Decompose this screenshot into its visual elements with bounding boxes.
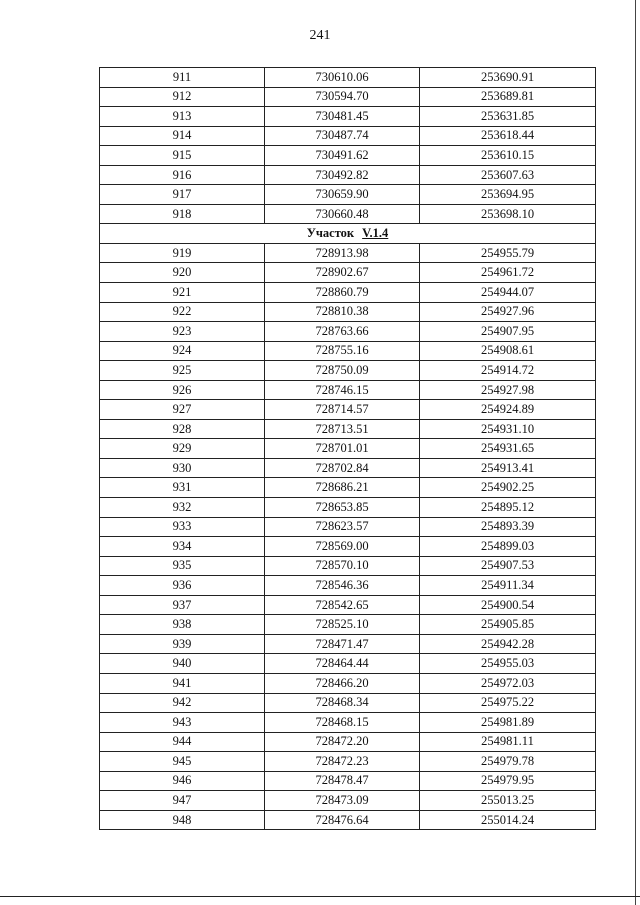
table-row [100, 654, 596, 674]
y-coordinate-cell: 254979.78 [420, 752, 596, 772]
table-row [100, 771, 596, 791]
table-row [100, 361, 596, 381]
table-row [100, 576, 596, 596]
y-coordinate-cell: 254927.96 [420, 302, 596, 322]
y-coordinate-cell: 254931.10 [420, 419, 596, 439]
point-number-cell: 943 [100, 713, 265, 733]
table-row [100, 380, 596, 400]
x-coordinate-cell: 728702.84 [265, 458, 420, 478]
table-row [100, 791, 596, 811]
section-label: Участок [306, 226, 355, 241]
table-row [100, 341, 596, 361]
y-coordinate-cell: 254927.98 [420, 380, 596, 400]
table-row [100, 165, 596, 185]
x-coordinate-cell: 728471.47 [265, 634, 420, 654]
x-coordinate-cell: 730487.74 [265, 126, 420, 146]
y-coordinate-cell: 254895.12 [420, 498, 596, 518]
point-number-cell: 939 [100, 634, 265, 654]
y-coordinate-cell: 254911.34 [420, 576, 596, 596]
point-number-cell: 925 [100, 361, 265, 381]
table-row [100, 68, 596, 88]
point-number-cell: 938 [100, 615, 265, 635]
point-number-cell: 911 [100, 68, 265, 88]
y-coordinate-cell: 254900.54 [420, 595, 596, 615]
y-coordinate-cell: 255013.25 [420, 791, 596, 811]
point-number-cell: 923 [100, 322, 265, 342]
x-coordinate-cell: 728525.10 [265, 615, 420, 635]
table-row [100, 615, 596, 635]
table-row [100, 634, 596, 654]
table-row [100, 107, 596, 127]
y-coordinate-cell: 254899.03 [420, 537, 596, 557]
table-row [100, 243, 596, 263]
table-row [100, 185, 596, 205]
point-number-cell: 913 [100, 107, 265, 127]
x-coordinate-cell: 728701.01 [265, 439, 420, 459]
point-number-cell: 924 [100, 341, 265, 361]
x-coordinate-cell: 730610.06 [265, 68, 420, 88]
x-coordinate-cell: 728472.23 [265, 752, 420, 772]
table-row [100, 283, 596, 303]
x-coordinate-cell: 728755.16 [265, 341, 420, 361]
point-number-cell: 919 [100, 243, 265, 263]
x-coordinate-cell: 728746.15 [265, 380, 420, 400]
table-row [100, 713, 596, 733]
table-row [100, 732, 596, 752]
y-coordinate-cell: 254931.65 [420, 439, 596, 459]
table-row [100, 146, 596, 166]
point-number-cell: 928 [100, 419, 265, 439]
y-coordinate-cell: 254905.85 [420, 615, 596, 635]
x-coordinate-cell: 728569.00 [265, 537, 420, 557]
table-row [100, 810, 596, 830]
section-title-cell [100, 224, 596, 244]
table-row [100, 263, 596, 283]
table-row [100, 673, 596, 693]
y-coordinate-cell: 254955.03 [420, 654, 596, 674]
x-coordinate-cell: 728478.47 [265, 771, 420, 791]
x-coordinate-cell: 728714.57 [265, 400, 420, 420]
table-row [100, 87, 596, 107]
y-coordinate-cell: 253631.85 [420, 107, 596, 127]
table-row [100, 556, 596, 576]
table-row [100, 752, 596, 772]
x-coordinate-cell: 728546.36 [265, 576, 420, 596]
table-row [100, 400, 596, 420]
x-coordinate-cell: 728476.64 [265, 810, 420, 830]
x-coordinate-cell: 730660.48 [265, 204, 420, 224]
point-number-cell: 921 [100, 283, 265, 303]
y-coordinate-cell: 254955.79 [420, 243, 596, 263]
x-coordinate-cell: 728464.44 [265, 654, 420, 674]
y-coordinate-cell: 254913.41 [420, 458, 596, 478]
point-number-cell: 940 [100, 654, 265, 674]
table-row [100, 693, 596, 713]
x-coordinate-cell: 730481.45 [265, 107, 420, 127]
table-row [100, 458, 596, 478]
point-number-cell: 922 [100, 302, 265, 322]
point-number-cell: 920 [100, 263, 265, 283]
y-coordinate-cell: 254981.89 [420, 713, 596, 733]
point-number-cell: 929 [100, 439, 265, 459]
x-coordinate-cell: 730492.82 [265, 165, 420, 185]
section-code: V.1.4 [362, 226, 389, 241]
section-header [100, 224, 596, 244]
x-coordinate-cell: 730491.62 [265, 146, 420, 166]
x-coordinate-cell: 728750.09 [265, 361, 420, 381]
point-number-cell: 935 [100, 556, 265, 576]
y-coordinate-cell: 254893.39 [420, 517, 596, 537]
point-number-cell: 947 [100, 791, 265, 811]
point-number-cell: 934 [100, 537, 265, 557]
rows-before-section [100, 68, 596, 224]
point-number-cell: 914 [100, 126, 265, 146]
x-coordinate-cell: 728468.15 [265, 713, 420, 733]
point-number-cell: 937 [100, 595, 265, 615]
table-row [100, 419, 596, 439]
table-row [100, 204, 596, 224]
table-row [100, 537, 596, 557]
point-number-cell: 945 [100, 752, 265, 772]
x-coordinate-cell: 728570.10 [265, 556, 420, 576]
point-number-cell: 926 [100, 380, 265, 400]
point-number-cell: 931 [100, 478, 265, 498]
x-coordinate-cell: 728713.51 [265, 419, 420, 439]
point-number-cell: 933 [100, 517, 265, 537]
table-row [100, 478, 596, 498]
point-number-cell: 930 [100, 458, 265, 478]
point-number-cell: 932 [100, 498, 265, 518]
x-coordinate-cell: 728473.09 [265, 791, 420, 811]
y-coordinate-cell: 254908.61 [420, 341, 596, 361]
x-coordinate-cell: 728913.98 [265, 243, 420, 263]
x-coordinate-cell: 728860.79 [265, 283, 420, 303]
coordinates-table [99, 67, 596, 830]
y-coordinate-cell: 253690.91 [420, 68, 596, 88]
x-coordinate-cell: 728472.20 [265, 732, 420, 752]
y-coordinate-cell: 253689.81 [420, 87, 596, 107]
point-number-cell: 918 [100, 204, 265, 224]
y-coordinate-cell: 254907.53 [420, 556, 596, 576]
y-coordinate-cell: 254942.28 [420, 634, 596, 654]
point-number-cell: 942 [100, 693, 265, 713]
point-number-cell: 916 [100, 165, 265, 185]
x-coordinate-cell: 728810.38 [265, 302, 420, 322]
point-number-cell: 948 [100, 810, 265, 830]
page-number: 241 [309, 28, 331, 43]
page-bottom-line [0, 896, 640, 897]
point-number-cell: 944 [100, 732, 265, 752]
table-row [100, 439, 596, 459]
y-coordinate-cell: 254981.11 [420, 732, 596, 752]
x-coordinate-cell: 728902.67 [265, 263, 420, 283]
y-coordinate-cell: 253610.15 [420, 146, 596, 166]
y-coordinate-cell: 254979.95 [420, 771, 596, 791]
y-coordinate-cell: 254961.72 [420, 263, 596, 283]
point-number-cell: 912 [100, 87, 265, 107]
y-coordinate-cell: 253618.44 [420, 126, 596, 146]
point-number-cell: 941 [100, 673, 265, 693]
y-coordinate-cell: 254975.22 [420, 693, 596, 713]
rows-after-section [100, 243, 596, 829]
y-coordinate-cell: 254914.72 [420, 361, 596, 381]
table-row [100, 498, 596, 518]
point-number-cell: 936 [100, 576, 265, 596]
table-row [100, 322, 596, 342]
y-coordinate-cell: 255014.24 [420, 810, 596, 830]
y-coordinate-cell: 253698.10 [420, 204, 596, 224]
x-coordinate-cell: 730659.90 [265, 185, 420, 205]
y-coordinate-cell: 254972.03 [420, 673, 596, 693]
x-coordinate-cell: 728686.21 [265, 478, 420, 498]
point-number-cell: 917 [100, 185, 265, 205]
y-coordinate-cell: 254944.07 [420, 283, 596, 303]
y-coordinate-cell: 254924.89 [420, 400, 596, 420]
x-coordinate-cell: 728653.85 [265, 498, 420, 518]
x-coordinate-cell: 728466.20 [265, 673, 420, 693]
scan-edge-line [635, 0, 636, 905]
y-coordinate-cell: 253607.63 [420, 165, 596, 185]
point-number-cell: 927 [100, 400, 265, 420]
section-row [100, 224, 596, 244]
point-number-cell: 915 [100, 146, 265, 166]
y-coordinate-cell: 254902.25 [420, 478, 596, 498]
x-coordinate-cell: 728763.66 [265, 322, 420, 342]
table-row [100, 302, 596, 322]
y-coordinate-cell: 253694.95 [420, 185, 596, 205]
table-row [100, 517, 596, 537]
table-row [100, 595, 596, 615]
table-row [100, 126, 596, 146]
x-coordinate-cell: 730594.70 [265, 87, 420, 107]
x-coordinate-cell: 728623.57 [265, 517, 420, 537]
x-coordinate-cell: 728542.65 [265, 595, 420, 615]
y-coordinate-cell: 254907.95 [420, 322, 596, 342]
point-number-cell: 946 [100, 771, 265, 791]
x-coordinate-cell: 728468.34 [265, 693, 420, 713]
